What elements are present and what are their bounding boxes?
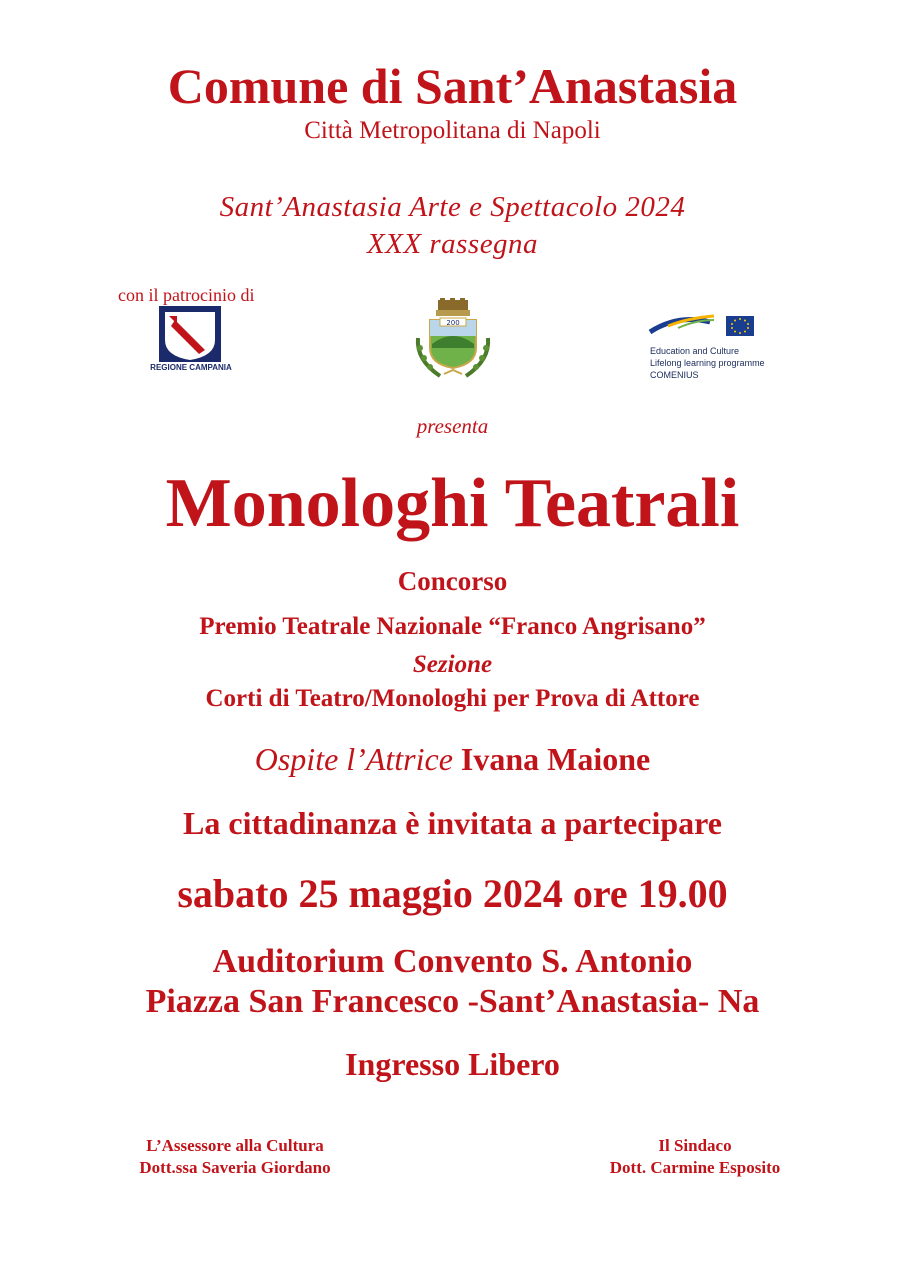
sezione-label: Sezione — [412, 651, 493, 678]
municipal-crest-icon — [410, 298, 496, 382]
regione-campania-label: REGIONE CAMPANIA — [150, 363, 232, 372]
corti-label: Corti di Teatro/Monologhi per Prova di Attore — [205, 685, 700, 712]
regione-campania-logo — [157, 306, 223, 369]
event-title: Monologhi Teatrali — [165, 465, 740, 542]
signature-assessore — [100, 1135, 370, 1179]
venue-address: Piazza San Francesco -Sant’Anastasia- Na — [145, 983, 760, 1020]
presenta-label: presenta — [416, 414, 489, 438]
signature-name: Dott.ssa Saveria Giordano — [139, 1158, 331, 1177]
signature-role: L’Assessore alla Cultura — [146, 1136, 324, 1155]
guest-label: Ospite l’Attrice — [254, 741, 453, 777]
premio-label: Premio Teatrale Nazionale “Franco Angrisano” — [199, 613, 706, 640]
guest-name: Ivana Maione — [460, 741, 651, 777]
eu-logo-line: Education and Culture — [650, 346, 740, 356]
eu-lifelong-learning-logo — [648, 312, 758, 347]
eu-logo-line: COMENIUS — [650, 370, 699, 380]
eu-logo-line: Lifelong learning programme — [650, 358, 765, 368]
poster-subtitle: Città Metropolitana di Napoli — [304, 117, 601, 144]
eu-logo-text — [650, 345, 765, 381]
event-datetime: sabato 25 maggio 2024 ore 19.00 — [177, 871, 728, 916]
patronage-label: con il patrocinio di — [118, 285, 255, 305]
signature-name: Dott. Carmine Esposito — [609, 1158, 781, 1177]
eu-flag-icon — [648, 312, 758, 342]
signature-sindaco — [560, 1135, 830, 1179]
guest-line — [0, 740, 905, 778]
crest-number: 200 — [446, 319, 460, 327]
venue-name: Auditorium Convento S. Antonio — [212, 943, 693, 980]
invitation-text: La cittadinanza è invitata a partecipare — [183, 805, 722, 841]
festival-name: Sant’Anastasia Arte e Spettacolo 2024 — [219, 191, 686, 223]
admission-text: Ingresso Libero — [345, 1046, 560, 1082]
concorso-label: Concorso — [397, 566, 508, 596]
comune-crest-logo — [410, 298, 496, 387]
festival-edition: XXX rassegna — [366, 228, 539, 260]
campania-shield-icon — [157, 306, 223, 364]
poster-title: Comune di Sant’Anastasia — [167, 58, 738, 114]
signature-role: Il Sindaco — [658, 1136, 732, 1155]
